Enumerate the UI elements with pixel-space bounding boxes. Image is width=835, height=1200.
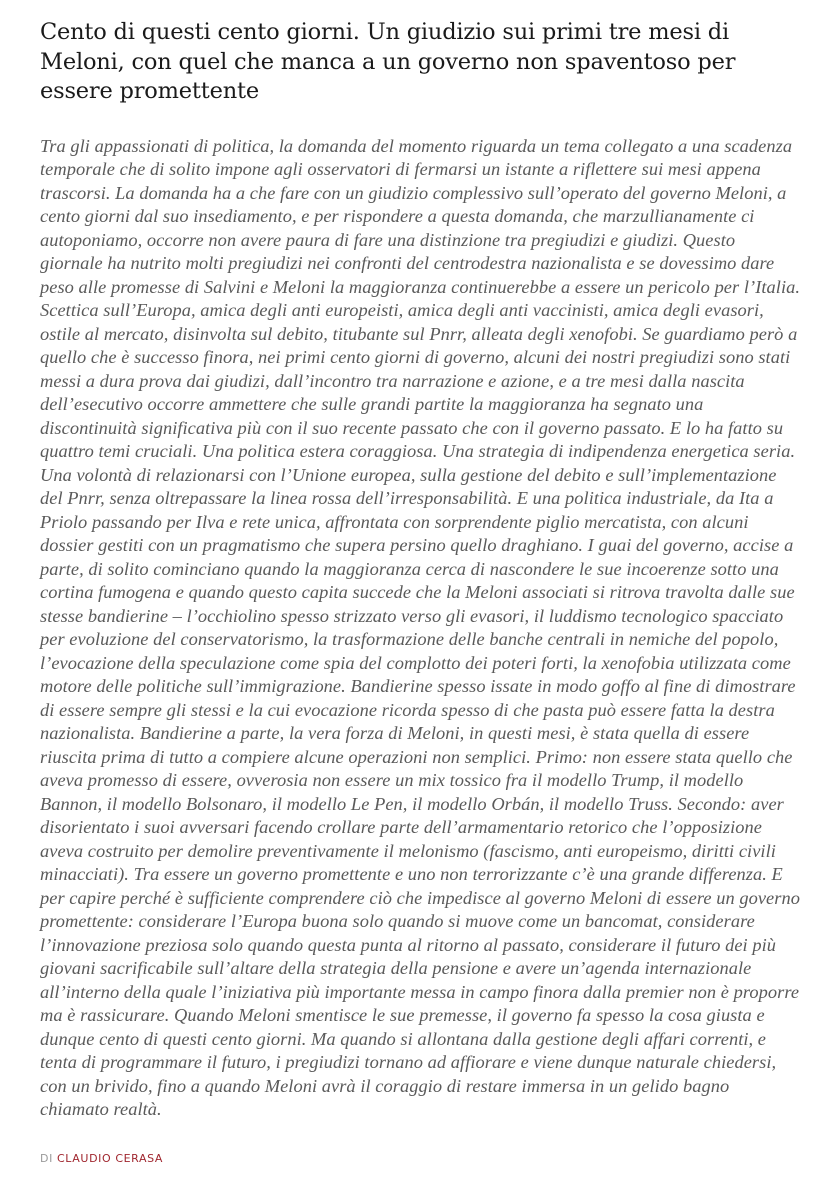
byline xyxy=(40,1152,163,1165)
article-body: Tra gli appassionati di politica, la domanda del momento riguarda un tema collegato a una scadenza temporale che di solito impone agli osservatori di fermarsi un istante a riflettere sui mesi appena trascorsi. La domanda ha a che fare con un giudizio complessivo sull’operato del governo Meloni, a cento giorni dal suo insediamento, e per rispondere a questa domanda, che marzullianamente ci autoponiamo, occorre non avere paura di fare una distinzione tra pregiudizi e giudizi. Questo giornale ha nutrito molti pregiudizi nei confronti del centrodestra nazionalista e se dovessimo dare peso alle promesse di Salvini e Meloni la maggioranza continuerebbe a essere un pericolo per l’Italia. Scettica sull’Europa, amica degli anti europeisti, amica degli anti vaccinisti, amica degli evasori, ostile al mercato, disinvolta sul debito, titubante sul Pnrr, alleata degli xenofobi. Se guardiamo però a quello che è successo finora, nei primi cento giorni di governo, alcuni dei nostri pregiudizi sono stati messi a dura prova dai giudizi, dall’incontro tra narrazione e azione, e a tre mesi dalla nascita dell’esecutivo occorre ammettere che sulle grandi partite la maggioranza ha segnato una discontinuità significativa più con il suo recente passato che con il governo passato. E lo ha fatto su quattro temi cruciali. Una politica estera coraggiosa. Una strategia di indipendenza energetica seria. Una volontà di relazionarsi con l’Unione europea, sulla gestione del debito e sull’implementazione del Pnrr, senza oltrepassare la linea rossa dell’irresponsabilità. E una politica industriale, da Ita a Priolo passando per Ilva e rete unica, affrontata con sorprendente piglio mercatista, con alcuni dossier gestiti con un pragmatismo che supera persino quello draghiano. I guai del governo, accise a parte, di solito cominciano quando la maggioranza cerca di nascondere le sue incoerenze sotto una cortina fumogena e quando questo capita succede che la Meloni associati si ritrova travolta dalle sue stesse bandierine – l’occhiolino spesso strizzato verso gli evasori, il luddismo tecnologico spacciato per evoluzione del conservatorismo, la trasformazione delle banche centrali in nemiche del popolo, l’evocazione della speculazione come spia del complotto dei poteri forti, la xenofobia utilizzata come motore delle politiche sull’immigrazione. Bandierine spesso issate in modo goffo al fine di dimostrare di essere sempre gli stessi e la cui evocazione ricorda spesso di che pasta può essere fatta la destra nazionalista. Bandierine a parte, la vera forza di Meloni, in questi mesi, è stata quella di essere riuscita prima di tutto a compiere alcune operazioni non semplici. Primo: non essere stata quello che aveva promesso di essere, ovverosia non essere un mix tossico fra il modello Trump, il modello Bannon, il modello Bolsonaro, il modello Le Pen, il modello Orbán, il modello Truss. Secondo: aver disorientato i suoi avversari facendo crollare parte dell’armamentario retorico che l’opposizione aveva costruito per demolire preventivamente il melonismo (fascismo, anti europeismo, diritti civili minacciati). Tra essere un governo promettente e uno non terrorizzante c’è una grande differenza. E per capire perché è sufficiente comprendere ciò che impedisce al governo Meloni di essere un governo promettente: considerare l’Europa buona solo quando si muove come un bancomat, considerare l’innovazione preziosa solo quando questa punta al ritorno al passato, considerare il futuro dei più giovani sacrificabile sull’altare della strategia della pensione e avere un’agenda internazionale all’interno della quale l’iniziativa più importante messa in campo finora dalla premier non è proporre ma è rassicurare. Quando Meloni smentisce le sue premesse, il governo fa spesso la cosa giusta e dunque cento di questi cento giorni. Ma quando si allontana dalla gestione degli affari correnti, e tenta di programmare il futuro, i pregiudizi tornano ad affiorare e viene dunque naturale chiedersi, con un brivido, fino a quando Meloni avrà il coraggio di restare immersa in un gelido bagno chiamato realtà. xyxy=(40,135,801,1119)
byline-prefix: DI xyxy=(40,1152,53,1165)
byline-author-link[interactable]: CLAUDIO CERASA xyxy=(57,1152,164,1165)
article-headline: Cento di questi cento giorni. Un giudizio sui primi tre mesi di Meloni, con quel che manca a un governo non spaventoso per essere promettente xyxy=(40,19,736,104)
article xyxy=(40,18,800,1122)
